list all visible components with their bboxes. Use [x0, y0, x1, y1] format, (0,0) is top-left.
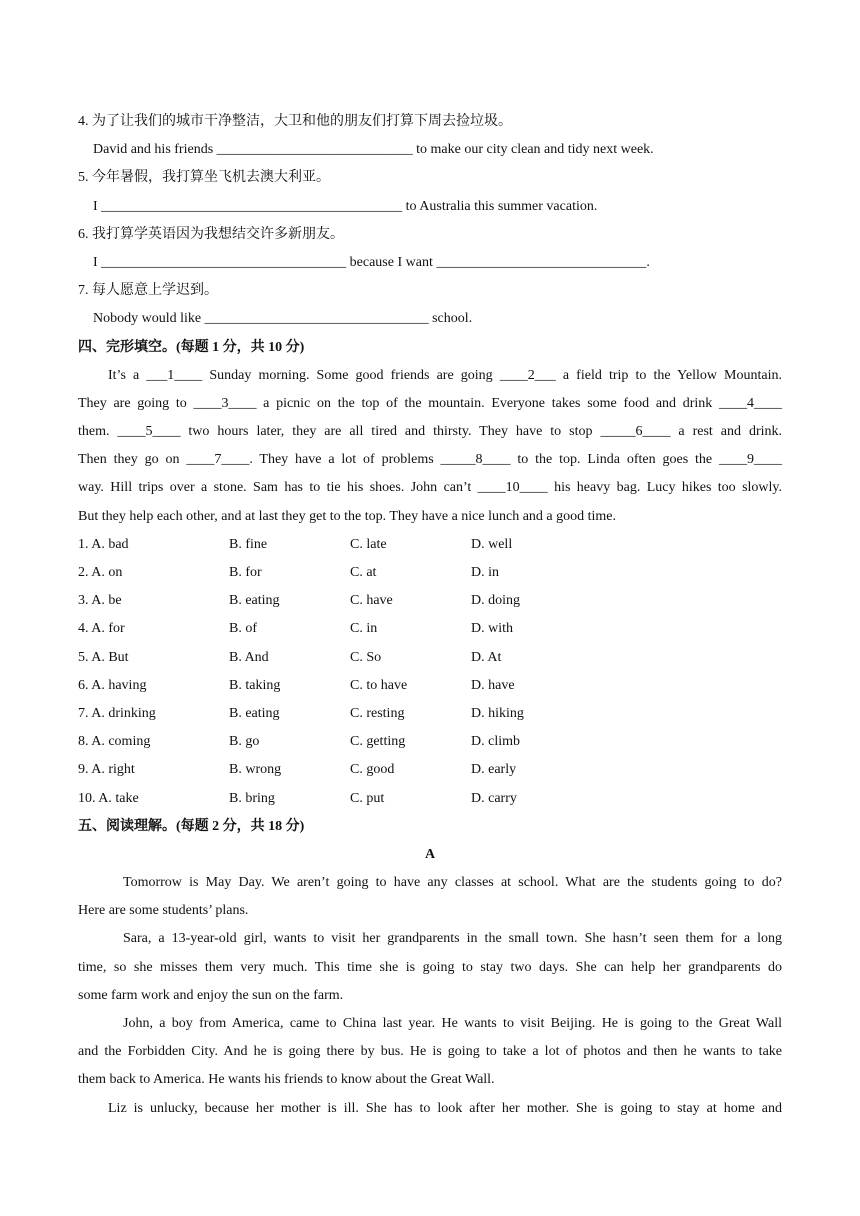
reading-passage-line: some farm work and enjoy the sun on the farm.	[78, 987, 344, 1003]
option-c: C. in	[350, 621, 378, 637]
translation-6-chinese: 6. 我打算学英语因为我想结交许多新朋友。	[78, 226, 344, 242]
translation-4-chinese: 4. 为了让我们的城市干净整洁，大卫和他的朋友们打算下周去捡垃圾。	[78, 114, 512, 129]
cloze-passage-line: But they help each other, and at last they get to the top. They have a nice lunch and a good time.	[78, 508, 617, 524]
reading-passage-line: Liz is unlucky, because her mother is ill. She has to look after her mother. She is going to stay at home and	[108, 1100, 782, 1116]
cloze-passage-line: Then they go on ____7____. They have a lot of problems _____8____ to the top. Linda often goes the ____9____	[78, 452, 782, 468]
option-b: B. And	[229, 649, 269, 665]
cloze-option-row	[78, 587, 782, 615]
option-a: 4. A. for	[78, 621, 125, 637]
option-c: C. to have	[350, 677, 408, 693]
cloze-passage-line: way. Hill trips over a stone. Sam has to tie his shoes. John can’t ____10____ his heavy bag. Lucy hikes too slowly.	[78, 480, 782, 496]
option-d: D. doing	[471, 593, 520, 609]
cloze-heading: 四、完形填空。(每题 1 分，共 10 分)	[78, 339, 305, 355]
option-d: D. well	[471, 536, 513, 552]
translation-5-chinese: 5. 今年暑假，我打算坐飞机去澳大利亚。	[78, 170, 330, 186]
option-a: 6. A. having	[78, 677, 147, 693]
cloze-option-row	[78, 756, 782, 784]
option-c: C. have	[350, 593, 393, 609]
cloze-passage-line: them. ____5____ two hours later, they are all tired and thirsty. They have to stop _____6____ a rest and drink.	[78, 424, 782, 440]
option-a: 1. A. bad	[78, 536, 129, 552]
cloze-option-row	[78, 531, 782, 559]
option-a: 3. A. be	[78, 593, 122, 609]
reading-passage-line: Sara, a 13-year-old girl, wants to visit her grandparents in the small town. She hasn’t seen them for a long	[123, 931, 782, 947]
option-c: C. late	[350, 536, 387, 552]
cloze-option-row	[78, 672, 782, 700]
option-c: C. So	[350, 649, 382, 665]
option-d: D. have	[471, 677, 515, 693]
option-d: D. At	[471, 649, 502, 665]
option-a: 7. A. drinking	[78, 705, 156, 721]
reading-passage-line: and the Forbidden City. And he is going there by bus. He is going to take a lot of photos and then he wants to take	[78, 1044, 782, 1060]
reading-passage-line: time, so she misses them very much. This time she is going to stay two days. She can help her grandparents do	[78, 959, 782, 975]
translation-7-english: Nobody would like ________________________________ school.	[93, 311, 473, 327]
option-b: B. fine	[229, 536, 268, 552]
cloze-passage-line: It’s a ___1____ Sunday morning. Some good friends are going ____2___ a field trip to the Yellow Mountain.	[108, 367, 782, 383]
reading-section-label: A	[424, 846, 436, 862]
option-d: D. early	[471, 762, 517, 778]
cloze-option-row	[78, 559, 782, 587]
option-a: 8. A. coming	[78, 734, 151, 750]
option-d: D. carry	[471, 790, 517, 806]
option-b: B. for	[229, 565, 262, 580]
cloze-option-row	[78, 700, 782, 728]
option-c: C. put	[350, 790, 385, 806]
cloze-option-row	[78, 728, 782, 756]
option-b: B. wrong	[229, 762, 282, 778]
option-a: 5. A. But	[78, 649, 129, 665]
option-a: 9. A. right	[78, 762, 135, 778]
option-b: B. of	[229, 621, 257, 637]
option-a: 10. A. take	[78, 790, 139, 806]
option-c: C. good	[350, 762, 395, 778]
reading-passage-line: Here are some students’ plans.	[78, 903, 249, 919]
cloze-option-row	[78, 615, 782, 643]
option-d: D. climb	[471, 734, 520, 750]
reading-passage-line: John, a boy from America, came to China last year. He wants to visit Beijing. He is going to the Great Wall	[123, 1016, 782, 1031]
option-c: C. getting	[350, 734, 406, 750]
option-d: D. hiking	[471, 705, 524, 721]
option-b: B. eating	[229, 705, 280, 721]
page-content	[78, 108, 782, 1123]
cloze-option-row	[78, 785, 782, 813]
translation-7-chinese: 7. 每人愿意上学迟到。	[78, 283, 218, 299]
translation-6-english: I ___________________________________ because I want ______________________________.	[93, 254, 650, 270]
option-c: C. at	[350, 565, 377, 580]
option-b: B. go	[229, 734, 260, 750]
translation-4-english: David and his friends ____________________________ to make our city clean and tidy next week.	[93, 142, 654, 158]
reading-heading: 五、阅读理解。(每题 2 分，共 18 分)	[78, 818, 305, 834]
option-b: B. taking	[229, 677, 281, 693]
option-d: D. in	[471, 565, 499, 580]
option-b: B. eating	[229, 593, 280, 609]
option-b: B. bring	[229, 790, 275, 806]
translation-5-english: I ___________________________________________ to Australia this summer vacation.	[93, 198, 598, 214]
cloze-passage-line: They are going to ____3____ a picnic on the top of the mountain. Everyone takes some food and drink ____4____	[78, 395, 782, 411]
reading-passage-line: them back to America. He wants his friends to know about the Great Wall.	[78, 1072, 495, 1088]
option-a: 2. A. on	[78, 565, 123, 580]
reading-passage-line: Tomorrow is May Day. We aren’t going to have any classes at school. What are the students going to do?	[123, 875, 782, 891]
option-d: D. with	[471, 621, 513, 637]
cloze-option-row	[78, 644, 782, 672]
option-c: C. resting	[350, 705, 405, 721]
